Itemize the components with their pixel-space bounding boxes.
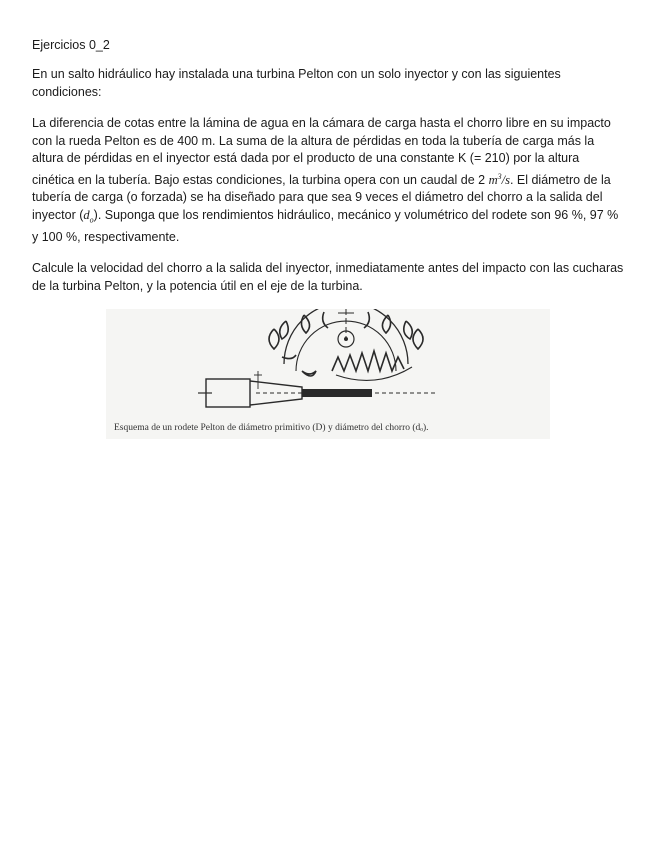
question-paragraph: Calcule la velocidad del chorro a la salida del inyector, inmediatamente antes del impacto con las cucharas de la turbina Pelton, y la potencia útil en el eje de la turbina. [32,261,624,293]
flow-unit: $m^3/s$ [488,171,510,187]
document-content [32,38,624,439]
conditions-paragraph [32,115,624,246]
hub-center-dot [344,337,348,341]
conditions-text-3: ). Suponga que los rendimientos hidráulico, mecánico y volumétrico del rodete son 96 %, 97 % y 100 %, respectivamente. [32,207,619,244]
jet-diameter-symbol: $d_o$ [83,207,94,225]
pelton-runner-diagram [106,309,550,439]
conditions-text-1: La diferencia de cotas entre la lámina de agua en la cámara de carga hasta el chorro libre en su impacto con la rueda Pelton es de 400 m. La suma de la altura de pérdidas en toda la tubería de carga más la altura de pérdidas en el inyector está dada por el producto de una constante K (= 210) por la altura cinética en la tubería. Bajo estas condiciones, la turbina opera con un caudal de 2 [32,116,611,187]
exercise-title: Ejercicios 0_2 [32,38,110,52]
figure-caption: Esquema de un rodete Pelton de diámetro primitivo (D) y diámetro del chorro (dₒ). [114,423,429,434]
intro-paragraph: En un salto hidráulico hay instalada una turbina Pelton con un solo inyector y con las siguientes condiciones: [32,67,561,99]
conditions-text-2: . El diámetro de la tubería de carga (o forzada) se ha diseñado para que sea 9 veces el diámetro del chorro a la salida del inyector ( [32,172,611,222]
pelton-figure [106,309,550,439]
